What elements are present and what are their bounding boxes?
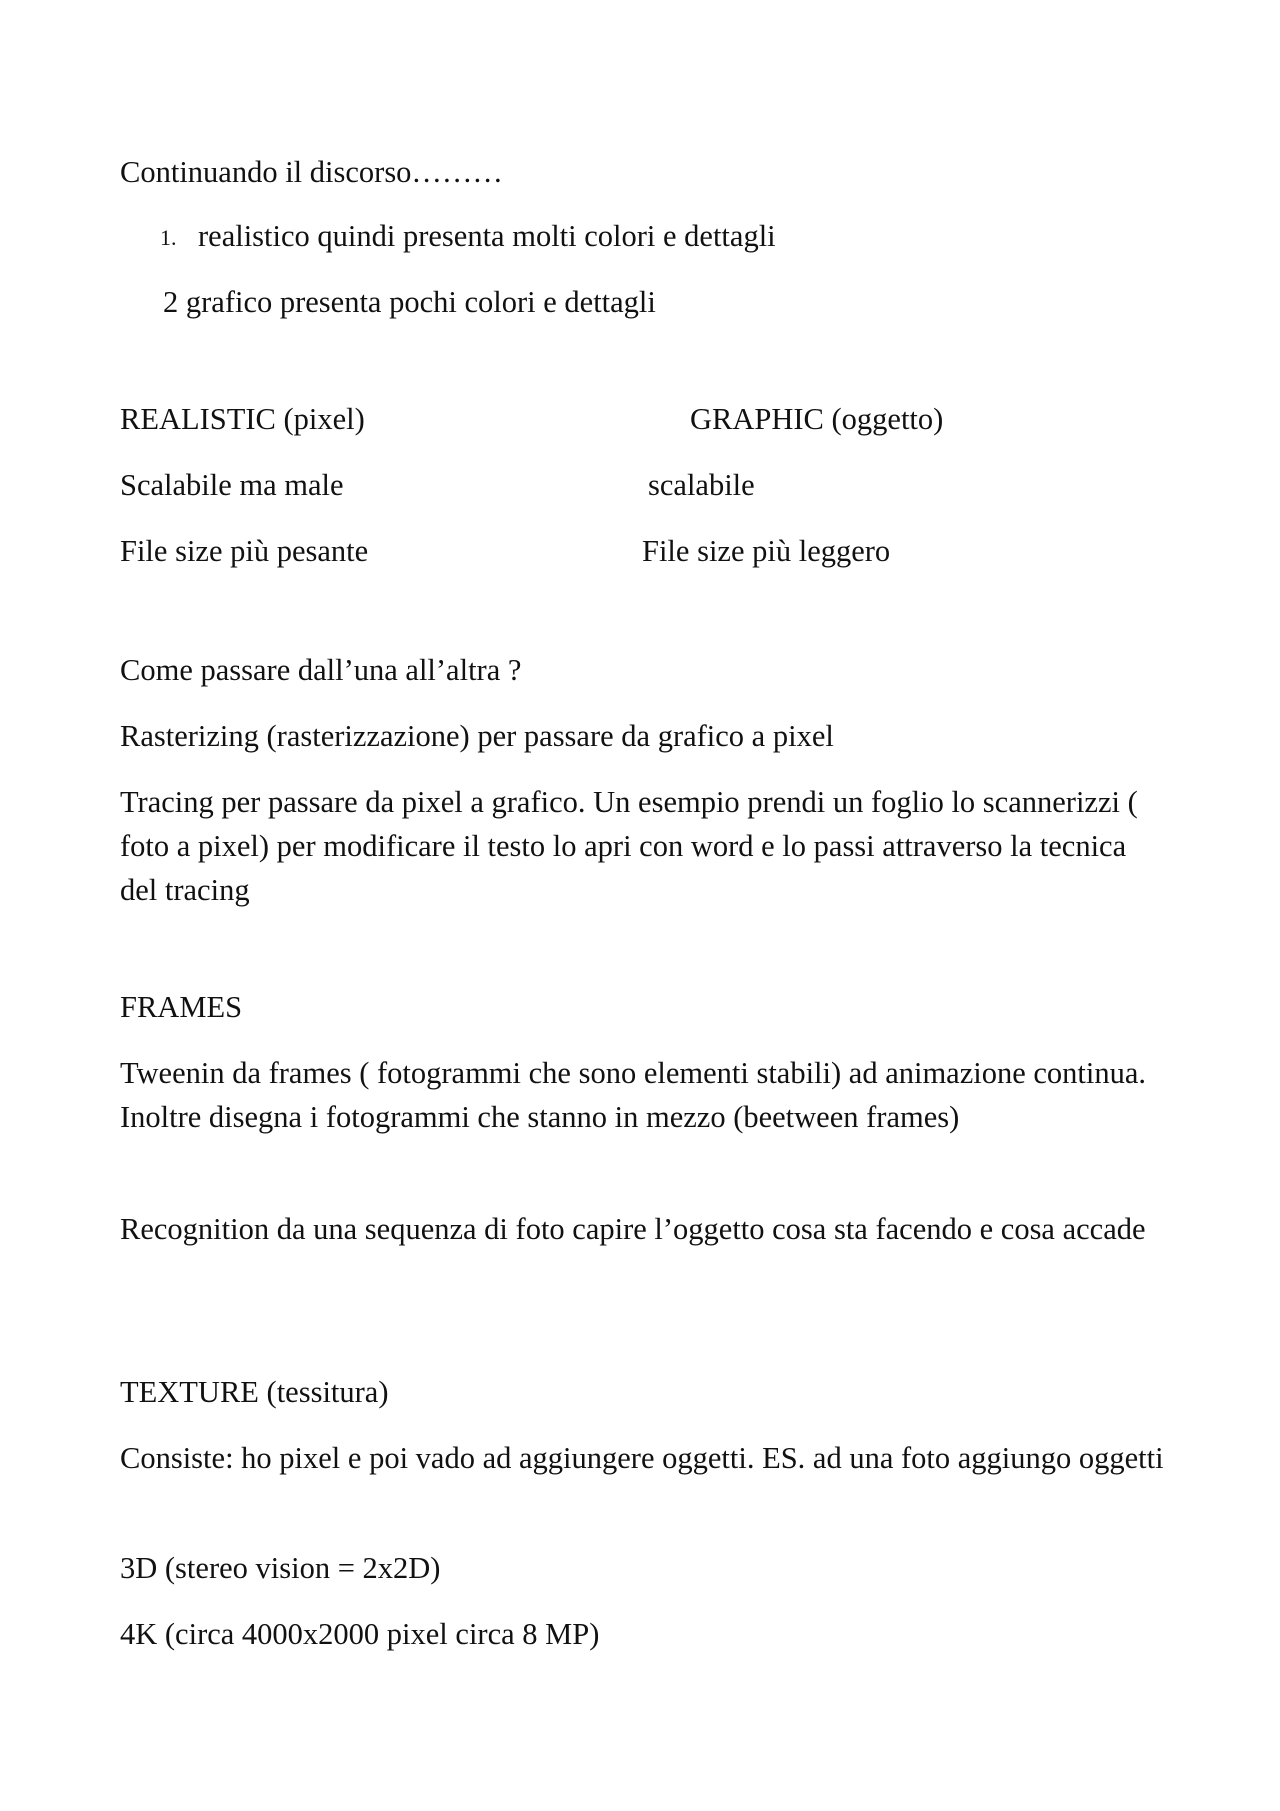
graphic-filesize: File size più leggero [642, 534, 891, 568]
recognition-paragraph: Recognition da una sequenza di foto capire l’oggetto cosa sta facendo e cosa accade [120, 1212, 1146, 1246]
tracing-paragraph: Tracing per passare da pixel a grafico. Un esempio prendi un foglio lo scannerizzi ( foto a pixel) per modificare il testo lo apri con word e lo passi attraverso la tecnica del tracing [120, 785, 1138, 907]
rasterizing-text: Rasterizing (rasterizzazione) per passare da grafico a pixel [120, 719, 834, 753]
4k-text: 4K (circa 4000x2000 pixel circa 8 MP) [120, 1617, 600, 1651]
list-item-1: realistico quindi presenta molti colori e dettagli [198, 219, 776, 253]
realistic-filesize: File size più pesante [120, 534, 369, 568]
realistic-header: REALISTIC (pixel) [120, 402, 365, 436]
graphic-scalable: scalabile [648, 468, 755, 502]
texture-paragraph: Consiste: ho pixel e poi vado ad aggiungere oggetti. ES. ad una foto aggiungo oggetti [120, 1441, 1164, 1475]
list-item-number: 1. [160, 225, 177, 250]
frames-heading: FRAMES [120, 990, 243, 1024]
texture-heading: TEXTURE (tessitura) [120, 1375, 389, 1409]
conversion-question: Come passare dall’una all’altra ? [120, 653, 522, 687]
list-item-2: 2 grafico presenta pochi colori e dettagli [163, 285, 656, 319]
graphic-header: GRAPHIC (oggetto) [690, 402, 944, 436]
tweening-paragraph: Tweenin da frames ( fotogrammi che sono elementi stabili) ad animazione continua. Inoltre disegna i fotogrammi che stanno in mezzo (beetween frames) [120, 1056, 1147, 1134]
intro-text: Continuando il discorso……… [120, 155, 503, 189]
realistic-scalable: Scalabile ma male [120, 468, 344, 502]
stereo-vision-text: 3D (stereo vision = 2x2D) [120, 1551, 441, 1585]
